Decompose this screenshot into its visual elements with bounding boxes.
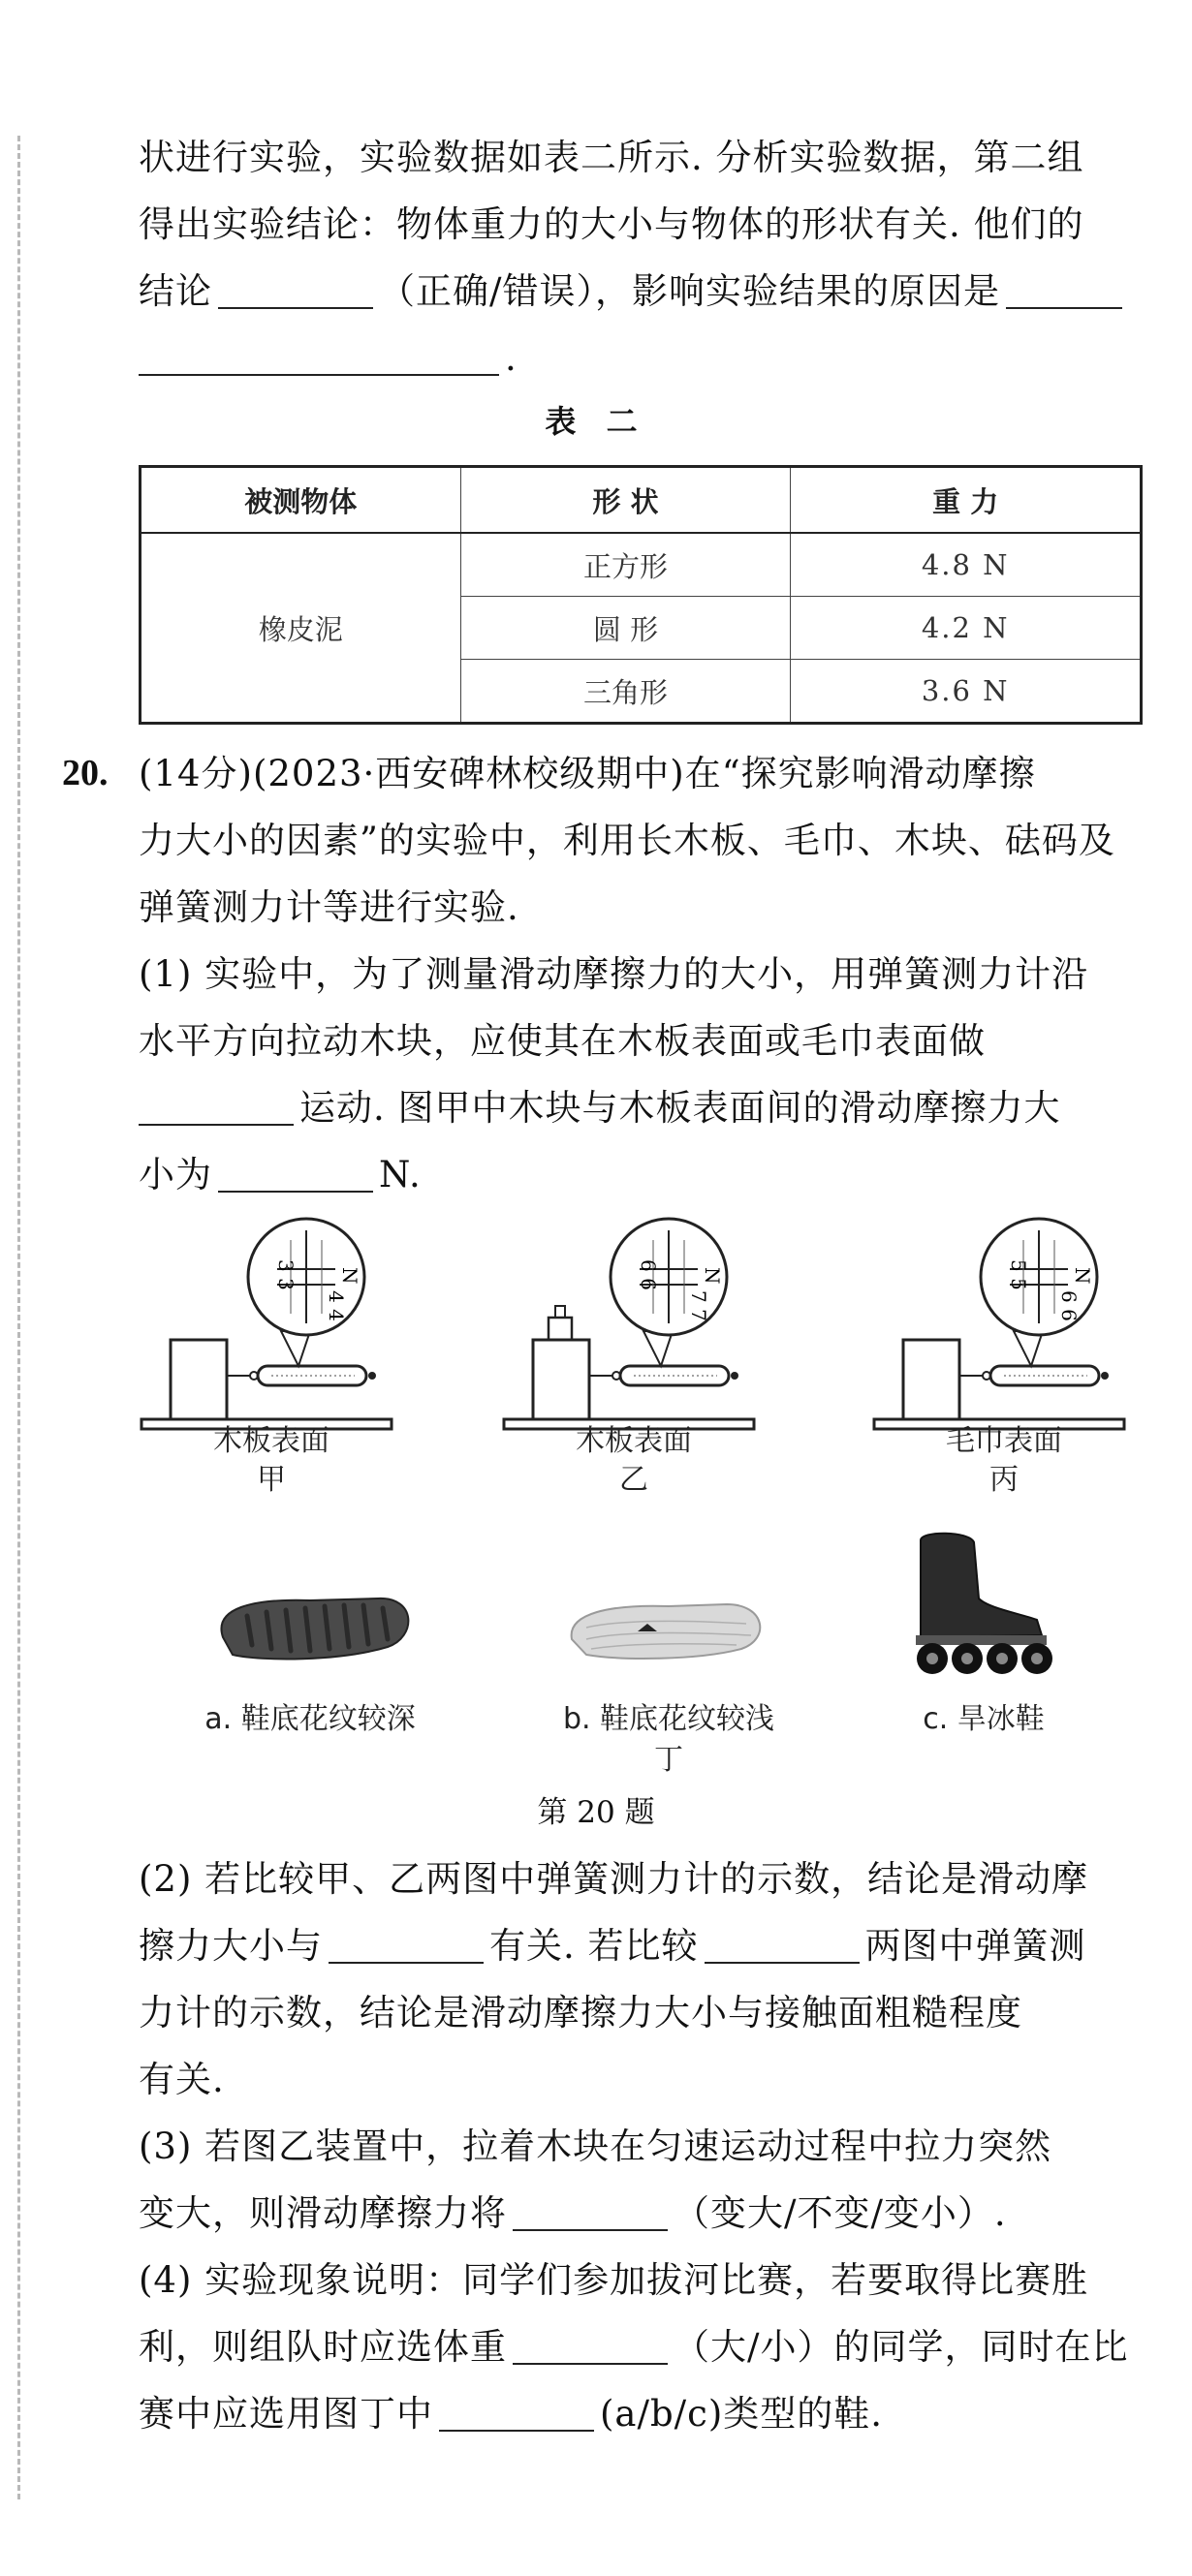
answer-blank[interactable]	[439, 2391, 594, 2432]
scale-text: 6 6	[637, 1259, 660, 1290]
figure-jia-caption	[174, 1422, 368, 1500]
answer-blank[interactable]	[513, 2190, 668, 2231]
table-cell-shape: 圆 形	[460, 597, 791, 660]
part2-line: 力计的示数，结论是滑动摩擦力大小与接触面粗糙程度	[139, 1992, 1022, 2033]
figure-ding-label: 丁	[654, 1743, 683, 1777]
shoe-c-label: c. 旱冰鞋	[923, 1702, 1045, 1736]
figure-bing	[874, 1219, 1124, 1429]
shoe-a-label: a. 鞋底花纹较深	[204, 1702, 416, 1736]
part2-line: (2) 若比较甲、乙两图中弹簧测力计的示数，结论是滑动摩	[139, 1858, 1089, 1900]
shoe-figures	[194, 1531, 1124, 1705]
table-cell-object: 橡皮泥	[141, 533, 461, 724]
shoe-b-label: b. 鞋底花纹较浅	[562, 1702, 775, 1736]
scale-text: 3 3	[274, 1259, 298, 1290]
part1-line: 小为 N.	[139, 1154, 422, 1195]
table-header: 重 力	[791, 467, 1142, 534]
figure-yi-caption	[537, 1422, 731, 1500]
part4-line: 赛中应选用图丁中 (a/b/c)类型的鞋.	[139, 2393, 884, 2435]
table-title: 表 二	[545, 403, 647, 440]
figure-label: 丙	[989, 1463, 1019, 1497]
weight-icon	[549, 1318, 572, 1340]
table-cell-shape: 正方形	[460, 533, 791, 597]
part3-line: (3) 若图乙装置中，拉着木块在匀速运动过程中拉力突然	[139, 2126, 1052, 2167]
table-cell-weight: 4.8 N	[791, 533, 1142, 597]
question-stem-line: 力大小的因素”的实验中，利用长木板、毛巾、木块、砝码及	[139, 820, 1115, 861]
answer-blank[interactable]	[218, 268, 373, 309]
scale-text: 7 7	[687, 1290, 710, 1321]
data-table	[139, 465, 1143, 725]
scale-text: 4 4	[325, 1290, 348, 1321]
scale-text: 5 5	[1007, 1259, 1030, 1290]
surface-label: 木板表面	[576, 1424, 692, 1458]
answer-blank[interactable]	[139, 1085, 294, 1126]
table-row	[141, 533, 1142, 597]
scale-unit: N	[338, 1267, 361, 1285]
wooden-block	[171, 1340, 227, 1419]
figure-label: 乙	[619, 1463, 648, 1497]
shallow-tread-shoe-icon	[572, 1604, 761, 1659]
intro-line-1: 状进行实验，实验数据如表二所示. 分析实验数据，第二组	[139, 137, 1084, 178]
answer-blank[interactable]	[329, 1923, 484, 1964]
part4-line: 利，则组队时应选体重 （大/小）的同学，同时在比	[139, 2326, 1129, 2368]
table-header: 形 状	[460, 467, 791, 534]
wooden-block	[903, 1340, 959, 1419]
table-cell-weight: 3.6 N	[791, 660, 1142, 724]
part1-line: 水平方向拉动木块，应使其在木板表面或毛巾表面做	[139, 1020, 986, 1062]
part1-line: 运动. 图甲中木块与木板表面间的滑动摩擦力大	[139, 1074, 1146, 1141]
deep-tread-shoe-icon	[221, 1598, 408, 1660]
wooden-block	[533, 1340, 589, 1419]
answer-blank[interactable]	[705, 1923, 860, 1964]
part3-line: 变大，则滑动摩擦力将 （变大/不变/变小）.	[139, 2192, 1007, 2234]
part4-line: (4) 实验现象说明：同学们参加拔河比赛，若要取得比赛胜	[139, 2259, 1089, 2301]
surface-label: 毛巾表面	[946, 1424, 1062, 1458]
answer-blank[interactable]	[218, 1152, 373, 1193]
figure-bing-caption	[907, 1422, 1101, 1500]
scale-unit: N	[1071, 1267, 1094, 1285]
table-header-row	[141, 467, 1142, 534]
table-cell-weight: 4.2 N	[791, 597, 1142, 660]
binding-margin-dashes	[17, 136, 20, 2499]
part1-line: (1) 实验中，为了测量滑动摩擦力的大小，用弹簧测力计沿	[139, 953, 1089, 995]
scale-unit: N	[701, 1267, 724, 1285]
intro-line-3: 结论 （正确/错误），影响实验结果的原因是	[139, 258, 1146, 325]
figure-caption: 第 20 题	[537, 1795, 655, 1830]
surface-label: 木板表面	[213, 1424, 329, 1458]
part2-line: 有关.	[139, 2059, 225, 2100]
scale-text: 6 6	[1057, 1290, 1081, 1321]
answer-blank[interactable]	[1006, 268, 1122, 309]
figure-label: 甲	[257, 1463, 286, 1497]
figure-jia	[141, 1219, 392, 1429]
part2-line: 擦力大小与 有关. 若比较 两图中弹簧测	[139, 1925, 1086, 1967]
answer-blank[interactable]	[139, 335, 499, 376]
answer-blank[interactable]	[513, 2324, 668, 2365]
question-stem-line: (14分)(2023·西安碑林校级期中)在“探究影响滑动摩擦	[139, 753, 1036, 794]
figure-yi	[504, 1219, 754, 1429]
intro-line-4: .	[139, 325, 1146, 391]
question-stem-line: 弹簧测力计等进行实验.	[139, 886, 519, 928]
roller-skate-icon	[916, 1534, 1052, 1674]
table-cell-shape: 三角形	[460, 660, 791, 724]
question-number: 20.	[62, 753, 109, 793]
table-header: 被测物体	[141, 467, 461, 534]
intro-line-2: 得出实验结论：物体重力的大小与物体的形状有关. 他们的	[139, 203, 1084, 245]
experiment-figures	[136, 1211, 1163, 1443]
